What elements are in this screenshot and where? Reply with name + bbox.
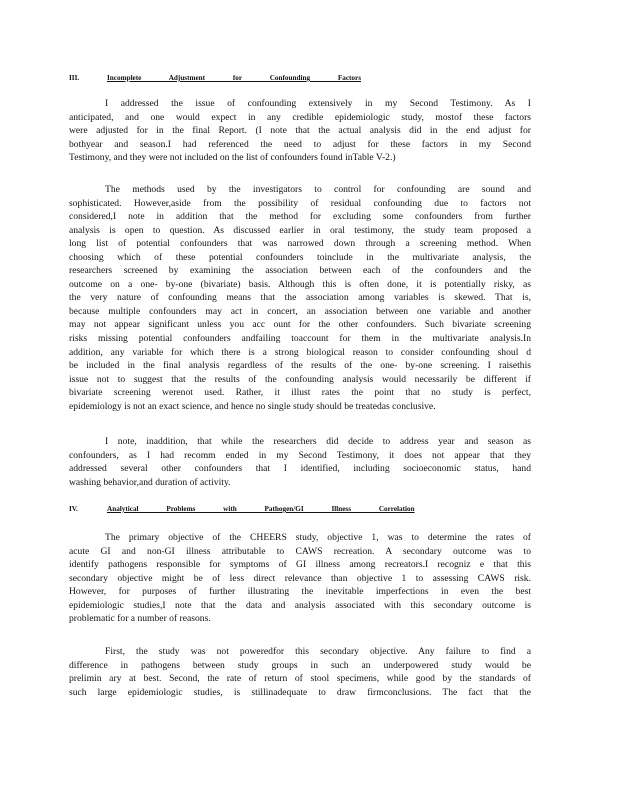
section-title: Incomplete Adjustment for Confounding Factors bbox=[107, 74, 362, 82]
text-line: The primary objective of the CHEERS study, objective 1, was to determine the rates of bbox=[105, 532, 531, 543]
text-line: identify pathogens responsible for symptoms of GI illness among recreators.I recogniz e that this bbox=[69, 559, 531, 571]
text-line: sophisticated. However,aside from the possibility of residual confounding due to factors not bbox=[69, 197, 531, 209]
text-line: bothyear and season.I had referenced the need to adjust for these factors in my Second bbox=[69, 138, 531, 150]
text-line: Testimony, and they were not included on the list of confounders found inTable V-2.) bbox=[69, 152, 396, 164]
text-line: issue not to suggest that the results of the confounding analysis would necessarily be different if bbox=[69, 373, 531, 385]
text-line: prelimin ary at best. Second, the rate of return of stool specimens, while good by the standards of bbox=[69, 673, 531, 685]
text-line: secondary objective might be of less direct relevance than objective 1 to assessing CAWS risk. bbox=[69, 572, 531, 584]
text-line: risks missing potential confounders andfailing toaccount for them in the multivariate analysis.In bbox=[69, 333, 531, 345]
text-line: choosing which of these potential confounders toinclude in the multivariate analysis, the bbox=[69, 251, 531, 263]
text-line: I note, inaddition, that while the researchers did decide to address year and season as bbox=[105, 436, 531, 447]
text-line: outcome on a one- by-one (bivariate) basis. Although this is often done, it is potentially risky, as bbox=[69, 278, 531, 290]
text-line: confounders, as I had recomm ended in my Second Testimony, it does not appear that they bbox=[69, 449, 531, 461]
text-line: were adjusted for in the final Report. (I note that the actual analysis did in the end adjust for bbox=[69, 125, 531, 137]
text-line: the very nature of confounding means that the association among variables is skewed. That is, bbox=[69, 292, 531, 304]
text-line: First, the study was not poweredfor this secondary objective. Any failure to find a bbox=[105, 646, 531, 657]
text-line: However, for purposes of further illustrating the inevitable imperfections in even the best bbox=[69, 586, 531, 598]
paragraph-3 bbox=[69, 435, 531, 489]
text-line: addition, any variable for which there is a strong biological reason to consider confounding shoul d bbox=[69, 346, 531, 358]
section-number: IV. bbox=[69, 505, 78, 513]
paragraph-1 bbox=[69, 97, 531, 165]
paragraph-4 bbox=[69, 531, 531, 626]
text-line: anticipated, and one would expect in any credible epidemiologic study, mostof these factors bbox=[69, 111, 531, 123]
text-line: acute GI and non-GI illness attributable to CAWS recreation. A secondary outcome was to bbox=[69, 545, 531, 557]
text-line: bivariate screening werenot used. Rather, it illust rates the point that no study is perfect, bbox=[69, 387, 531, 399]
section-number: III. bbox=[69, 74, 80, 82]
paragraph-5 bbox=[69, 645, 531, 699]
text-line: I addressed the issue of confounding extensively in my Second Testimony. As I bbox=[105, 98, 531, 109]
text-line: analysis is open to question. As discussed earlier in oral testimony, the study team proposed a bbox=[69, 224, 531, 236]
text-line: researchers screened by examining the association between each of the confounders and the bbox=[69, 265, 531, 277]
text-line: considered,I note in addition that the method for excluding some confounders from further bbox=[69, 211, 531, 223]
text-line: problematic for a number of reasons. bbox=[69, 613, 211, 625]
text-line: be included in the final analysis regardless of the results of the one- by-one screening. I raisethis bbox=[69, 360, 531, 372]
text-line: epidemiologic studies,I note that the data and analysis associated with this secondary outcome is bbox=[69, 599, 531, 611]
section-title: Analytical Problems with Pathogen/GI Illness Correlation bbox=[107, 505, 415, 513]
paragraph-2 bbox=[69, 183, 531, 413]
text-line: The methods used by the investigators to control for confounding are sound and bbox=[105, 184, 531, 195]
text-line: difference in pathogens between study groups in such an underpowered study would be bbox=[69, 659, 531, 671]
text-line: washing behavior,and duration of activity. bbox=[69, 476, 231, 488]
text-line: because multiple confounders may act in concert, an association between one variable and another bbox=[69, 305, 531, 317]
text-line: such large epidemiologic studies, is stillinadequate to draw firmconclusions. The fact that the bbox=[69, 686, 531, 698]
text-line: may not appear significant unless you acc ount for the other confounders. Such bivariate screening bbox=[69, 319, 531, 331]
text-line: addressed several other confounders that I identified, including socioeconomic status, hand bbox=[69, 463, 531, 475]
text-line: long list of potential confounders that was narrowed down through a screening method. When bbox=[69, 238, 531, 250]
text-line: epidemiology is not an exact science, and hence no single study should be treatedas conclusive. bbox=[69, 400, 436, 412]
